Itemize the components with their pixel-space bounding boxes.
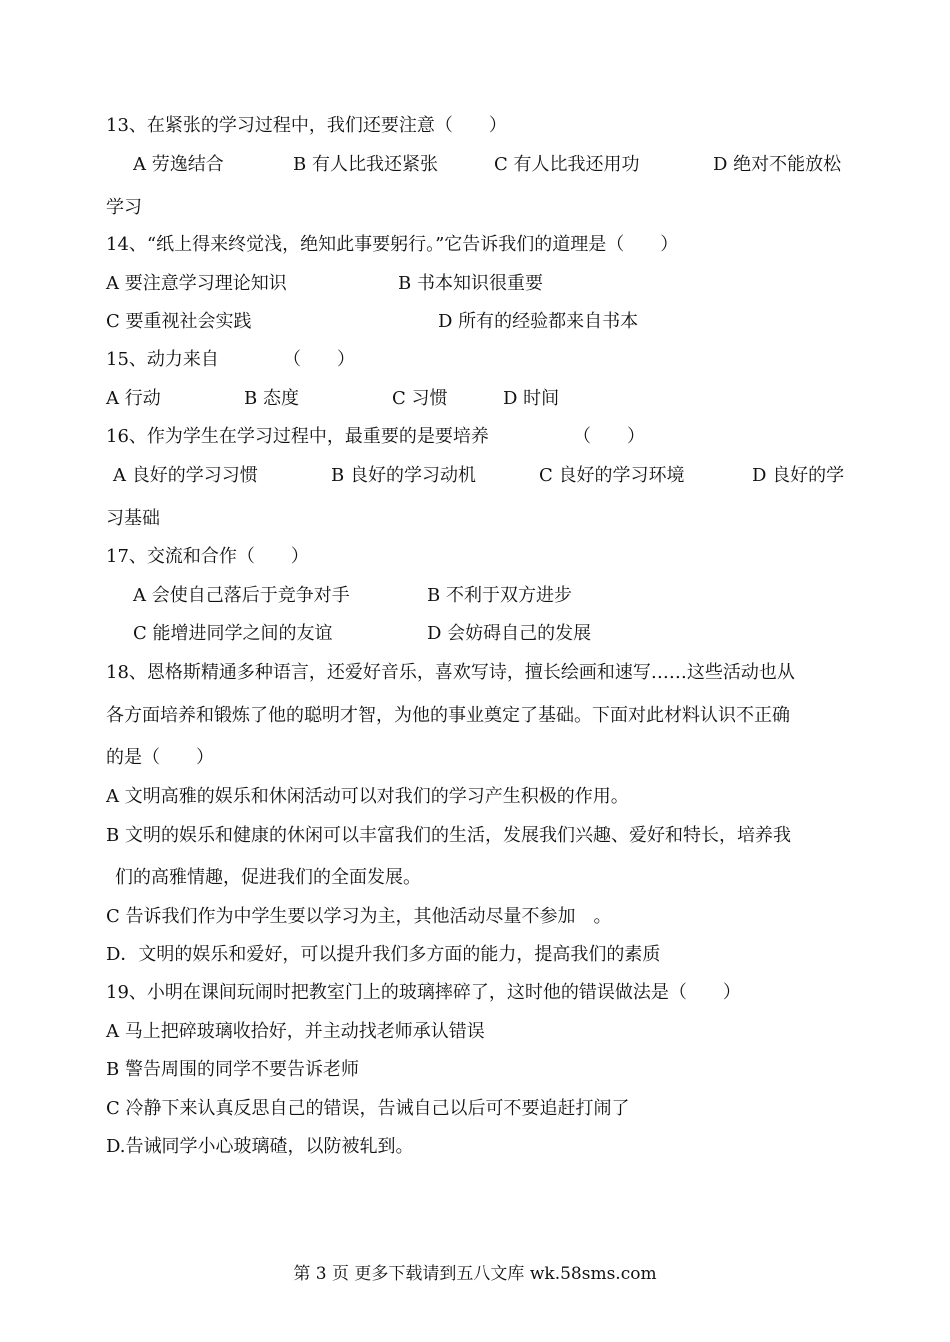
q19-option-c: C 冷静下来认真反思自己的错误，告诫自己以后可不要追赶打闹了 [106, 1098, 630, 1119]
q16-option-c: C 良好的学习环境 [539, 465, 685, 486]
question-13: 13、在紧张的学习过程中，我们还要注意（ ） [106, 115, 507, 136]
q14-option-c: C 要重视社会实践 [106, 311, 252, 332]
q19-option-b: B 警告周围的同学不要告诉老师 [106, 1059, 359, 1080]
q15-option-d: D 时间 [503, 388, 560, 409]
q13-option-d-cont: 学习 [106, 197, 142, 218]
q16-option-d: D 良好的学 [752, 465, 845, 486]
q13-option-d: D 绝对不能放松 [713, 154, 842, 175]
q18-option-b: B 文明的娱乐和健康的休闲可以丰富我们的生活，发展我们兴趣、爱好和特长，培养我 [106, 825, 791, 846]
q17-option-c: C 能增进同学之间的友谊 [133, 623, 333, 644]
q18-option-d: D．文明的娱乐和爱好，可以提升我们多方面的能力，提高我们的素质 [106, 944, 661, 965]
q13-option-c: C 有人比我还用功 [494, 154, 640, 175]
q19-option-d: D.告诫同学小心玻璃碴，以防被轧到。 [106, 1136, 414, 1157]
question-19: 19、小明在课间玩闹时把教室门上的玻璃摔碎了，这时他的错误做法是（ ） [106, 982, 741, 1003]
q14-option-b: B 书本知识很重要 [398, 273, 543, 294]
question-18-line-3: 的是（ ） [106, 747, 214, 768]
q16-option-a: A 良好的学习习惯 [113, 465, 258, 486]
q15-option-a: A 行动 [106, 388, 161, 409]
question-16: 16、作为学生在学习过程中，最重要的是要培养 [106, 426, 489, 447]
q13-option-a: A 劳逸结合 [133, 154, 224, 175]
question-18-line-2: 各方面培养和锻炼了他的聪明才智，为他的事业奠定了基础。下面对此材料认识不正确 [106, 705, 790, 726]
q17-option-b: B 不利于双方进步 [427, 585, 572, 606]
q16-option-b: B 良好的学习动机 [331, 465, 476, 486]
q18-option-a: A 文明高雅的娱乐和休闲活动可以对我们的学习产生积极的作用。 [106, 786, 629, 807]
q18-option-c: C 告诉我们作为中学生要以学习为主，其他活动尽量不参加 。 [106, 906, 612, 927]
question-17: 17、交流和合作（ ） [106, 546, 309, 567]
q14-option-a: A 要注意学习理论知识 [106, 273, 287, 294]
q17-option-d: D 会妨碍自己的发展 [427, 623, 592, 644]
q17-option-a: A 会使自己落后于竞争对手 [133, 585, 350, 606]
q15-option-b: B 态度 [244, 388, 299, 409]
q16-option-d-cont: 习基础 [106, 508, 160, 529]
q19-option-a: A 马上把碎玻璃收拾好，并主动找老师承认错误 [106, 1021, 485, 1042]
question-14: 14、“纸上得来终觉浅，绝知此事要躬行。”它告诉我们的道理是（ ） [106, 234, 679, 255]
question-18-line-1: 18、恩格斯精通多种语言，还爱好音乐，喜欢写诗，擅长绘画和速写……这些活动也从 [106, 662, 795, 683]
question-15: 15、动力来自 [106, 349, 219, 370]
q18-option-b-cont: 们的高雅情趣，促进我们的全面发展。 [115, 867, 421, 888]
q16-answer-blank: （ ） [573, 426, 645, 447]
q15-option-c: C 习惯 [392, 388, 448, 409]
q13-option-b: B 有人比我还紧张 [293, 154, 438, 175]
q14-option-d: D 所有的经验都来自书本 [438, 311, 639, 332]
page-footer: 第 3 页 更多下载请到五八文库 wk.58sms.com [293, 1264, 657, 1284]
q15-answer-blank: （ ） [283, 349, 355, 370]
